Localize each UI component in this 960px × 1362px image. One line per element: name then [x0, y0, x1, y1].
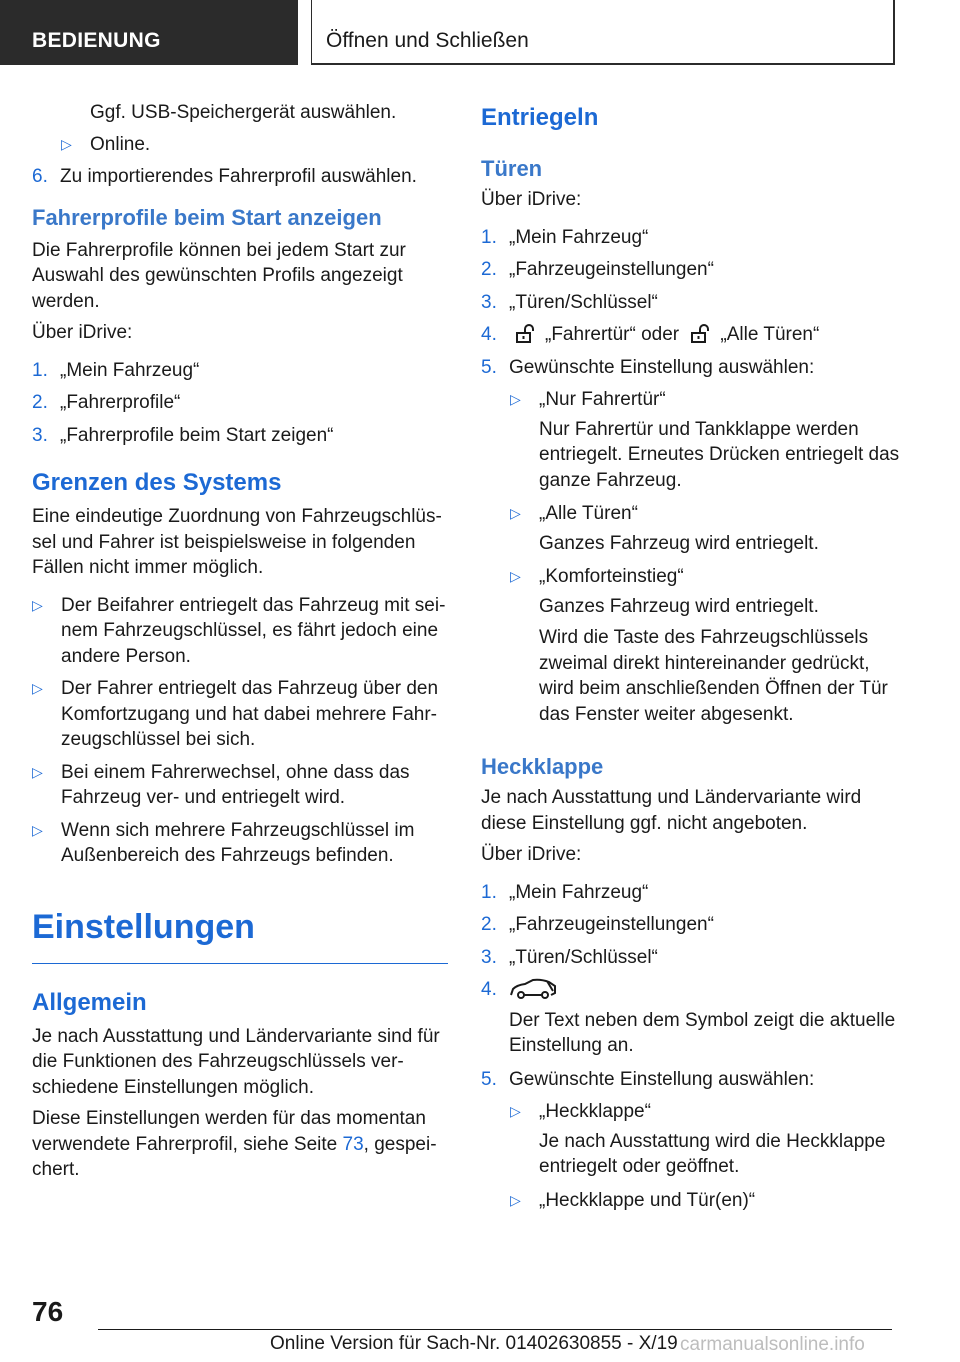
- list-item-text: Der Fahrer entriegelt das Fahrzeug über den Komfortzugang und hat dabei mehrere Fahrzeugschlüssel bei sich.: [61, 678, 439, 750]
- left-column: [32, 100, 448, 1189]
- list-item-text: „Fahrzeugeinstellungen“: [509, 259, 714, 280]
- profile-steps: [32, 358, 448, 449]
- option-all-doors: „Alle Türen“: [720, 324, 820, 345]
- bullet-icon: ▷: [510, 568, 521, 584]
- paragraph-text: Diese Einstellungen werden für das momentan verwendete Fahrerprofil, siehe Seite: [32, 1108, 426, 1155]
- step-number: 1.: [32, 359, 48, 381]
- option-description: Ganzes Fahrzeug wird entriegelt.: [539, 595, 819, 617]
- heading-unlock: Entriegeln: [481, 104, 599, 131]
- option-label: „Heckklappe und Tür(en)“: [539, 1189, 756, 1211]
- step-description: Der Text neben dem Symbol zeigt die aktuelle Einstellung an.: [509, 1009, 896, 1056]
- list-item-text: Gewünschte Einstellung auswählen:: [509, 356, 815, 378]
- tailgate-steps: [481, 880, 901, 1093]
- heading-general: Allgemein: [32, 988, 147, 1016]
- list-item-text: „Fahrzeugeinstellungen“: [509, 914, 714, 935]
- list-item-text: „Türen/Schlüssel“: [509, 946, 658, 968]
- footer-divider: [98, 1329, 892, 1330]
- list-item: [481, 257, 901, 283]
- bullet-icon: ▷: [510, 505, 521, 521]
- paragraph: Über iDrive:: [481, 189, 582, 210]
- list-item-text: [509, 322, 901, 348]
- list-item: [481, 1067, 901, 1093]
- list-item: [510, 501, 901, 527]
- step-number: 6.: [32, 166, 48, 187]
- heading-profile-start: Fahrerprofile beim Start anzeigen: [32, 204, 382, 230]
- step-number: 4.: [481, 979, 497, 1000]
- step-number: 5.: [481, 356, 497, 378]
- step-number: 2.: [32, 392, 48, 413]
- heading-limits: Grenzen des Systems: [32, 469, 282, 496]
- list-item: [481, 977, 901, 1004]
- bullet-icon: ▷: [510, 1191, 521, 1208]
- online-version: Online Version für Sach-Nr. 01402630855 - X/19: [270, 1333, 678, 1354]
- car-icon: [509, 977, 557, 1001]
- right-column: [481, 103, 901, 1220]
- paragraph: Über iDrive:: [481, 844, 582, 865]
- chapter-divider: [32, 963, 448, 964]
- heading-settings: Einstellungen: [32, 907, 255, 946]
- bullet-icon: ▷: [61, 135, 72, 152]
- list-item-text: „Mein Fahrzeug“: [509, 226, 649, 248]
- list-item-text: Wenn sich mehrere Fahrzeugschlüssel im Außenbereich des Fahrzeugs befinden.: [61, 819, 415, 866]
- limits-list: [32, 593, 448, 869]
- list-item: [32, 818, 448, 869]
- list-item-text: Gewünschte Einstellung auswählen:: [509, 1068, 815, 1090]
- bullet-icon: [61, 100, 90, 126]
- bullet-icon: ▷: [510, 391, 521, 407]
- chapter-tab: [311, 0, 895, 65]
- step-number: 3.: [481, 291, 497, 313]
- list-item-text: Bei einem Fahrerwechsel, ohne dass das Fahrzeug ver- und entriegelt wird.: [61, 761, 410, 808]
- bullet-icon: ▷: [32, 680, 43, 696]
- heading-tailgate: Heckklappe: [481, 754, 604, 779]
- list-item: [481, 880, 901, 906]
- list-item-text: [509, 977, 901, 1004]
- option-description: Wird die Taste des Fahrzeugschlüssels zweimal direkt hintereinander gedrückt, wird beim anschließenden Öffnen der Tür das Fenster weiter abgesenkt.: [539, 627, 888, 725]
- page-link[interactable]: 73: [342, 1133, 364, 1155]
- list-item: [32, 676, 448, 753]
- list-item-text: Zu importierendes Fahrerprofil auswählen.: [60, 166, 417, 187]
- section-title: BEDIENUNG: [32, 29, 161, 52]
- list-item: [32, 390, 448, 416]
- bullet-icon: ▷: [510, 1103, 521, 1119]
- option-label: „Nur Fahrertür“: [539, 389, 666, 410]
- chapter-title: Öffnen und Schließen: [326, 29, 529, 52]
- option-label: „Alle Türen“: [539, 503, 638, 524]
- option-label: „Heckklappe“: [539, 1101, 651, 1122]
- option-description: Ganzes Fahrzeug wird entriegelt.: [539, 532, 819, 554]
- list-item: [481, 322, 901, 348]
- bullet-icon: ▷: [32, 821, 43, 838]
- step-number: 1.: [481, 226, 497, 248]
- door-options: [510, 387, 901, 727]
- option-description: Nur Fahrertür und Tankklappe werden entriegelt. Erneutes Drücken entriegelt das ganze Fahrzeug.: [539, 418, 900, 491]
- list-item-text: „Fahrerprofile beim Start zeigen“: [60, 424, 334, 446]
- paragraph: Die Fahrerprofile können bei jedem Start zur Auswahl des gewünschten Profils angezeigt werden.: [32, 239, 406, 312]
- paragraph: Je nach Ausstattung und Ländervariante wird diese Einstellung ggf. nicht angeboten.: [481, 787, 862, 834]
- paragraph-text: , gespeichert.: [32, 1133, 437, 1180]
- bullet-icon: ▷: [32, 596, 43, 613]
- list-item-text: Der Beifahrer entriegelt das Fahrzeug mit seinem Fahrzeugschlüssel, es fährt jedoch eine andere Person.: [61, 594, 446, 667]
- unlock-icon: [690, 324, 710, 344]
- paragraph: [32, 1106, 448, 1183]
- step-number: 5.: [481, 1068, 497, 1090]
- unlock-icon: [515, 324, 535, 344]
- list-item: [510, 1099, 901, 1125]
- section-tab: [0, 0, 298, 65]
- tailgate-options: [510, 1099, 901, 1213]
- page-number: 76: [32, 1296, 64, 1327]
- list-item: [32, 164, 448, 190]
- list-item: [32, 423, 448, 449]
- list-item: [510, 387, 901, 413]
- list-item: [510, 1188, 901, 1214]
- step-number: 1.: [481, 881, 497, 903]
- list-item: [481, 945, 901, 971]
- step-number: 3.: [32, 424, 48, 446]
- list-item: [481, 290, 901, 316]
- paragraph: Je nach Ausstattung und Ländervariante sind für die Funktionen des Fahrzeugschlüssels verschiedene Einstellungen möglich.: [32, 1025, 440, 1098]
- doors-steps: [481, 225, 901, 381]
- option-description: Je nach Ausstattung wird die Heckklappe entriegelt oder geöffnet.: [539, 1130, 886, 1177]
- list-item: [481, 355, 901, 381]
- list-item-text: „Mein Fahrzeug“: [60, 359, 200, 381]
- step-number: 4.: [481, 324, 497, 345]
- watermark: carmanualsonline.info: [680, 1334, 865, 1355]
- list-item: [481, 225, 901, 251]
- step-number: 2.: [481, 259, 497, 280]
- paragraph: Eine eindeutige Zuordnung von Fahrzeugschlüssel und Fahrer ist beispielsweise in folgenden Fällen nicht immer möglich.: [32, 506, 442, 578]
- option-driver-door: „Fahrertür“ oder: [545, 324, 680, 345]
- list-item: [61, 132, 448, 158]
- bullet-icon: ▷: [32, 763, 43, 780]
- list-item: [61, 100, 448, 126]
- list-item-text: „Fahrerprofile“: [60, 392, 181, 413]
- list-item-text: Ggf. USB-Speichergerät auswählen.: [90, 102, 397, 123]
- list-item-text: „Mein Fahrzeug“: [509, 881, 649, 903]
- option-label: „Komforteinstieg“: [539, 566, 684, 587]
- list-item: [510, 564, 901, 590]
- list-item: [32, 760, 448, 811]
- list-item-text: „Türen/Schlüssel“: [509, 291, 658, 313]
- list-item: [32, 358, 448, 384]
- list-item: [32, 593, 448, 670]
- list-item-text: Online.: [90, 133, 151, 155]
- heading-doors: Türen: [481, 156, 543, 181]
- step-number: 2.: [481, 914, 497, 935]
- step-number: 3.: [481, 946, 497, 968]
- paragraph: Über iDrive:: [32, 322, 133, 343]
- list-item: [481, 912, 901, 938]
